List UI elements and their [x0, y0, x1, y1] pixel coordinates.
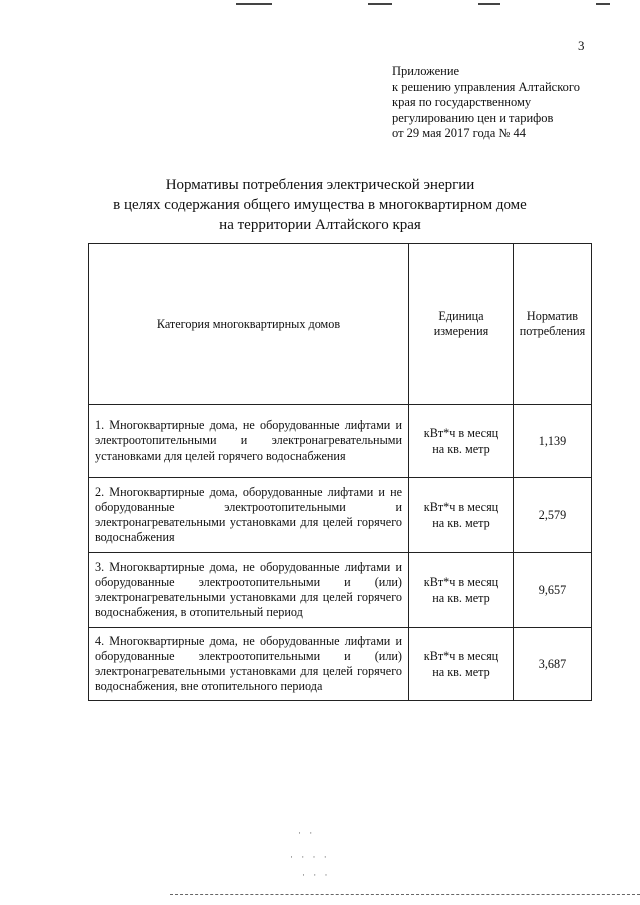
header-unit-line: измерения: [433, 324, 489, 338]
row-unit-line: на кв. метр: [432, 516, 490, 530]
scan-top-marks: [0, 3, 640, 9]
row-unit-line: на кв. метр: [432, 665, 490, 679]
appendix-line: регулированию цен и тарифов: [392, 110, 554, 125]
scan-bottom-edge: [170, 894, 640, 895]
header-unit: [409, 244, 514, 405]
norms-table: [88, 243, 592, 701]
header-norm-line: потребления: [519, 324, 586, 338]
row-unit-line: кВт*ч в месяц: [423, 649, 499, 663]
row-unit-line: кВт*ч в месяц: [423, 575, 499, 589]
table-row: [89, 628, 592, 701]
header-norm-line: Норматив: [526, 309, 579, 323]
table-row: [89, 553, 592, 628]
appendix-line: Приложение: [392, 64, 460, 78]
table-row: [89, 405, 592, 478]
row-category: 2. Многоквартирные дома, оборудованные лифтами и не оборудованные электроотопительными и электронагревательными установками для целей горячего водоснабжения: [89, 478, 409, 553]
title-line: Нормативы потребления электрической энергии: [165, 177, 475, 193]
title-line: в целях содержания общего имущества в многоквартирном доме: [113, 197, 527, 213]
row-unit-line: кВт*ч в месяц: [423, 500, 499, 514]
row-value: 9,657: [514, 553, 592, 628]
header-unit-line: Единица: [438, 309, 484, 323]
row-unit-line: на кв. метр: [432, 591, 490, 605]
row-unit-line: кВт*ч в месяц: [423, 426, 499, 440]
appendix-line: к решению управления Алтайского: [392, 79, 580, 94]
appendix-line: от 29 мая 2017 года № 44: [392, 126, 526, 140]
table-row: [89, 478, 592, 553]
header-category: Категория многоквартирных домов: [89, 244, 409, 405]
row-value: 2,579: [514, 478, 592, 553]
row-category: 3. Многоквартирные дома, не оборудованные лифтами и оборудованные электроотопительными и (или) электронагревательными установками для целей горячего водоснабжения, в отопительный период: [89, 553, 409, 628]
row-unit: [409, 478, 514, 553]
scan-noise: · · · ·: [290, 852, 330, 862]
document-title: [60, 175, 580, 235]
row-category: 1. Многоквартирные дома, не оборудованные лифтами и электроотопительными и электронагревательными установками для целей горячего водоснабжения: [89, 405, 409, 478]
row-unit-line: на кв. метр: [432, 442, 490, 456]
row-unit: [409, 405, 514, 478]
table-header-row: [89, 244, 592, 405]
row-value: 3,687: [514, 628, 592, 701]
scan-noise: · · ·: [302, 870, 331, 880]
header-norm: [514, 244, 592, 405]
appendix-block: [392, 64, 632, 142]
scan-noise: · ·: [298, 828, 316, 838]
row-unit: [409, 628, 514, 701]
title-line: на территории Алтайского края: [219, 217, 421, 233]
row-value: 1,139: [514, 405, 592, 478]
page-number: 3: [578, 38, 585, 53]
row-category: 4. Многоквартирные дома, не оборудованные лифтами и оборудованные электроотопительными и (или) электронагревательными установками для целей горячего водоснабжения, вне отопительного периода: [89, 628, 409, 701]
appendix-line: края по государственному: [392, 95, 532, 109]
row-unit: [409, 553, 514, 628]
